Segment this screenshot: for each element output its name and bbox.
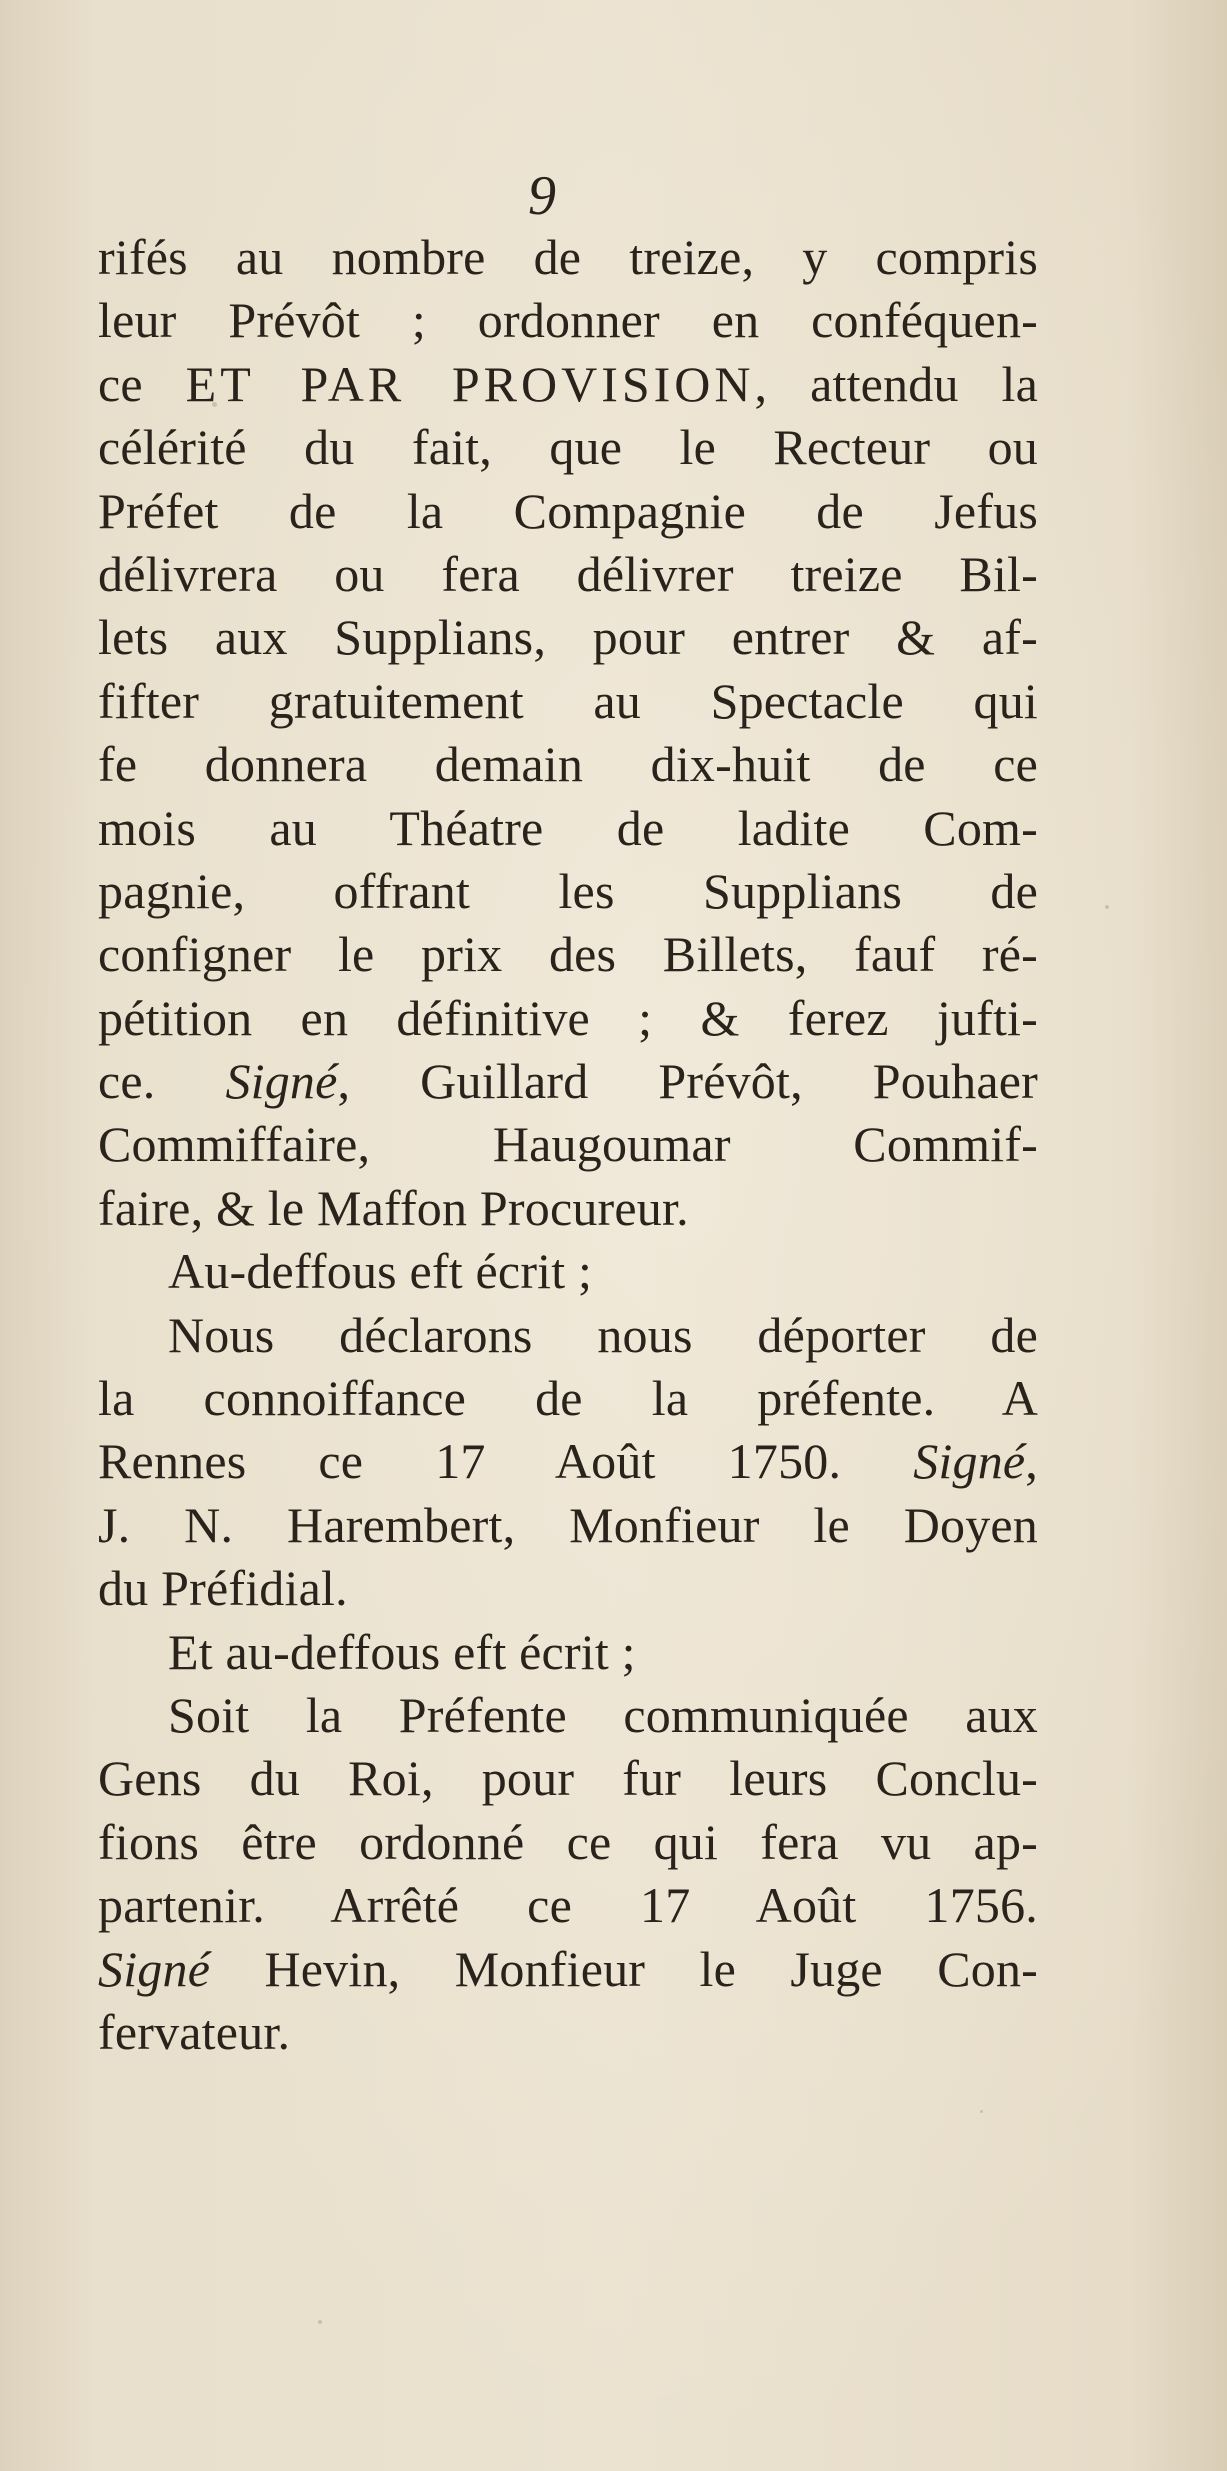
text-line: pétition en définitive ; & ferez jufti- [98,989,1038,1046]
paper-speck [318,2320,322,2324]
italic-text: Signé [98,1940,211,1997]
small-caps-text: ET PAR PROVISION [185,355,755,412]
text-line [98,1430,1038,1493]
text-line: J. N. Harembert, Monfieur le Doyen [98,1496,1038,1553]
text-line: configner le prix des Billets, fauf ré- [98,926,1038,983]
text-span: ce [98,355,186,412]
text-span: , attendu la [754,355,1038,412]
text-line: Et au-deffous eft écrit ; [168,1623,636,1680]
text-line: pagnie, offrant les Supplians de [98,862,1038,919]
text-line [98,1938,1038,2001]
text-line: lets aux Supplians, pour entrer & af- [98,609,1038,666]
text-line: délivrera ou fera délivrer treize Bil- [98,545,1038,602]
text-line: fervateur. [98,2003,291,2060]
text-span: Hevin, Monfieur le Juge Con- [210,1940,1038,1997]
text-line: Commiffaire, Haugoumar Commif- [98,1116,1038,1173]
page-number: 9 [528,165,556,227]
text-line: partenir. Arrêté ce 17 Août 1756. [98,1877,1038,1934]
text-line: fifter gratuitement au Spectacle qui [98,672,1038,729]
text-line: fe donnera demain dix-huit de ce [98,736,1038,793]
italic-text: Signé [913,1433,1026,1490]
text-line: leur Prévôt ; ordonner en conféquen- [98,292,1038,349]
paper-speck [980,2110,983,2113]
italic-text: Signé [225,1053,338,1110]
text-line: mois au Théatre de ladite Com- [98,799,1038,856]
text-line: du Préfidial. [98,1560,348,1617]
text-line: faire, & le Maffon Procureur. [98,1179,689,1236]
text-line [98,1050,1038,1113]
text-line: célérité du fait, que le Recteur ou [98,419,1038,476]
text-line: Nous déclarons nous déporter de [168,1306,1038,1363]
text-span: ce. [98,1053,226,1110]
text-line: la connoiffance de la préfente. A [98,1370,1038,1427]
text-span: , [1025,1433,1038,1490]
text-line: rifés au nombre de treize, y compris [98,229,1038,285]
body-text [98,226,1038,2064]
text-line: Au-deffous eft écrit ; [168,1243,593,1300]
text-line: Soit la Préfente communiquée aux [168,1686,1038,1743]
text-span: , Guillard Prévôt, Pouhaer [337,1053,1038,1110]
text-line [98,353,1038,416]
text-line: Gens du Roi, pour fur leurs Conclu- [98,1750,1038,1807]
text-span: Rennes ce 17 Août 1750. [98,1433,914,1490]
text-line: fions être ordonné ce qui fera vu ap- [98,1813,1038,1870]
paper-speck [1105,905,1109,909]
text-line: Préfet de la Compagnie de Jefus [98,482,1038,539]
